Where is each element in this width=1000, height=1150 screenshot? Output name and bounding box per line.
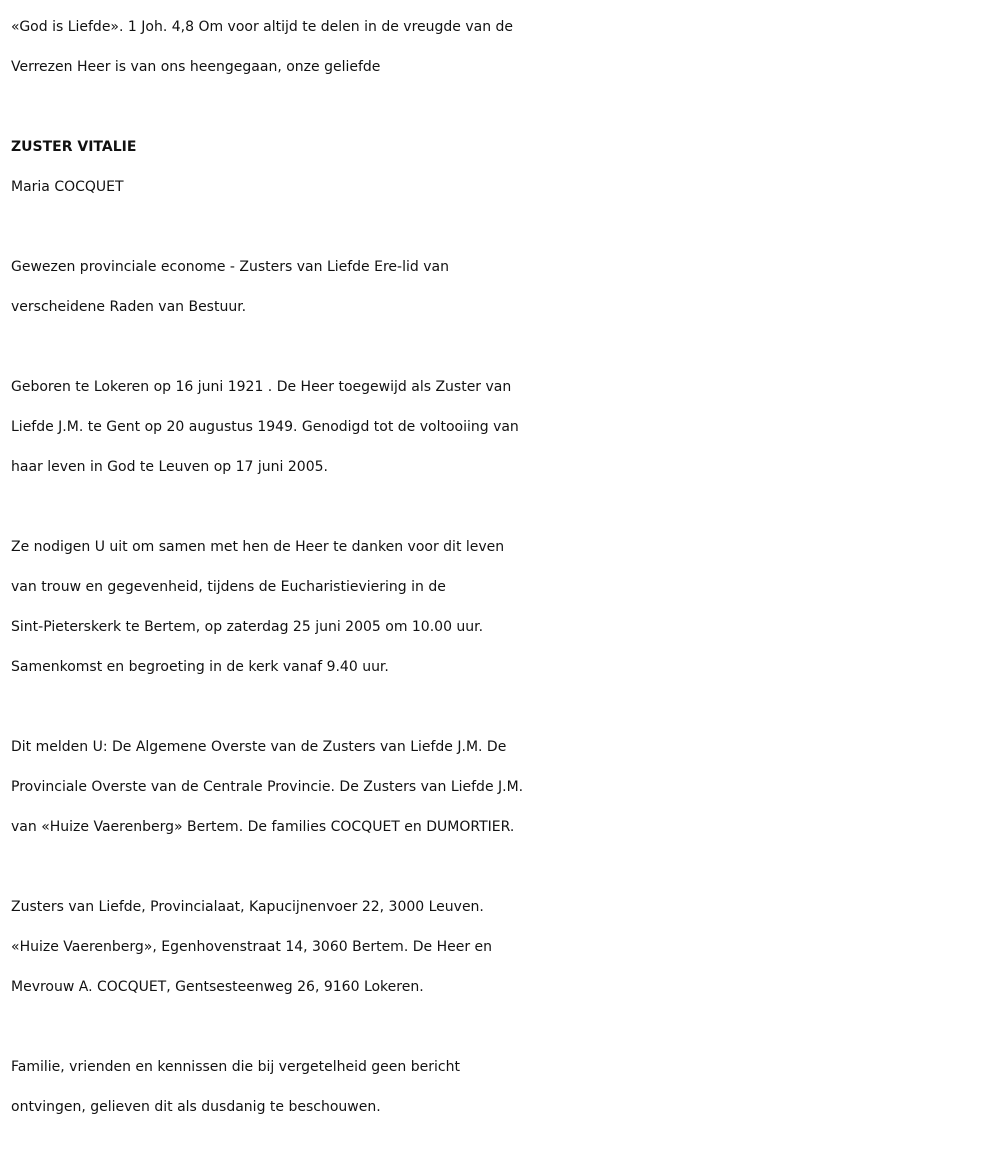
addresses-paragraph [11,887,1000,1007]
text-line: van trouw en gegevenheid, tijdens de Eucharistieviering in de [11,579,446,595]
deceased-name: Maria COCQUET [11,179,124,195]
life-paragraph [11,367,1000,487]
text-line: verscheidene Raden van Bestuur. [11,299,247,315]
text-line: Samenkomst en begroeting in de kerk vanaf 9.40 uur. [11,659,389,675]
closing-paragraph [11,1047,1000,1127]
text-line: Verrezen Heer is van ons heengegaan, onze geliefde [11,59,381,75]
text-line: Gewezen provinciale econome - Zusters van Liefde Ere-lid van [11,259,449,275]
text-line: «Huize Vaerenberg», Egenhovenstraat 14, 3060 Bertem. De Heer en [11,939,493,955]
text-line: haar leven in God te Leuven op 17 juni 2005. [11,459,328,475]
text-line: Provinciale Overste van de Centrale Provincie. De Zusters van Liefde J.M. [11,779,524,795]
text-line: Zusters van Liefde, Provincialaat, Kapucijnenvoer 22, 3000 Leuven. [11,899,484,915]
text-line: van «Huize Vaerenberg» Bertem. De families COCQUET en DUMORTIER. [11,819,515,835]
role-paragraph [11,247,1000,327]
text-line: Liefde J.M. te Gent op 20 augustus 1949. Genodigd tot de voltooiing van [11,419,519,435]
text-line: Sint-Pieterskerk te Bertem, op zaterdag 25 juni 2005 om 10.00 uur. [11,619,484,635]
text-line: Dit melden U: De Algemene Overste van de Zusters van Liefde J.M. De [11,739,507,755]
text-line: «God is Liefde». 1 Joh. 4,8 Om voor altijd te delen in de vreugde van de [11,19,514,35]
announcers-paragraph [11,727,1000,847]
text-line: Mevrouw A. COCQUET, Gentsesteenweg 26, 9160 Lokeren. [11,979,424,995]
text-line: Geboren te Lokeren op 16 juni 1921 . De Heer toegewijd als Zuster van [11,379,512,395]
intro-paragraph [11,7,1000,87]
text-line: ontvingen, gelieven dit als dusdanig te beschouwen. [11,1099,381,1115]
deceased-name-block [11,127,1000,207]
text-line: Familie, vrienden en kennissen die bij vergetelheid geen bericht [11,1059,460,1075]
deceased-title: ZUSTER VITALIE [11,139,137,155]
text-line: Ze nodigen U uit om samen met hen de Heer te danken voor dit leven [11,539,505,555]
ceremony-paragraph [11,527,1000,687]
